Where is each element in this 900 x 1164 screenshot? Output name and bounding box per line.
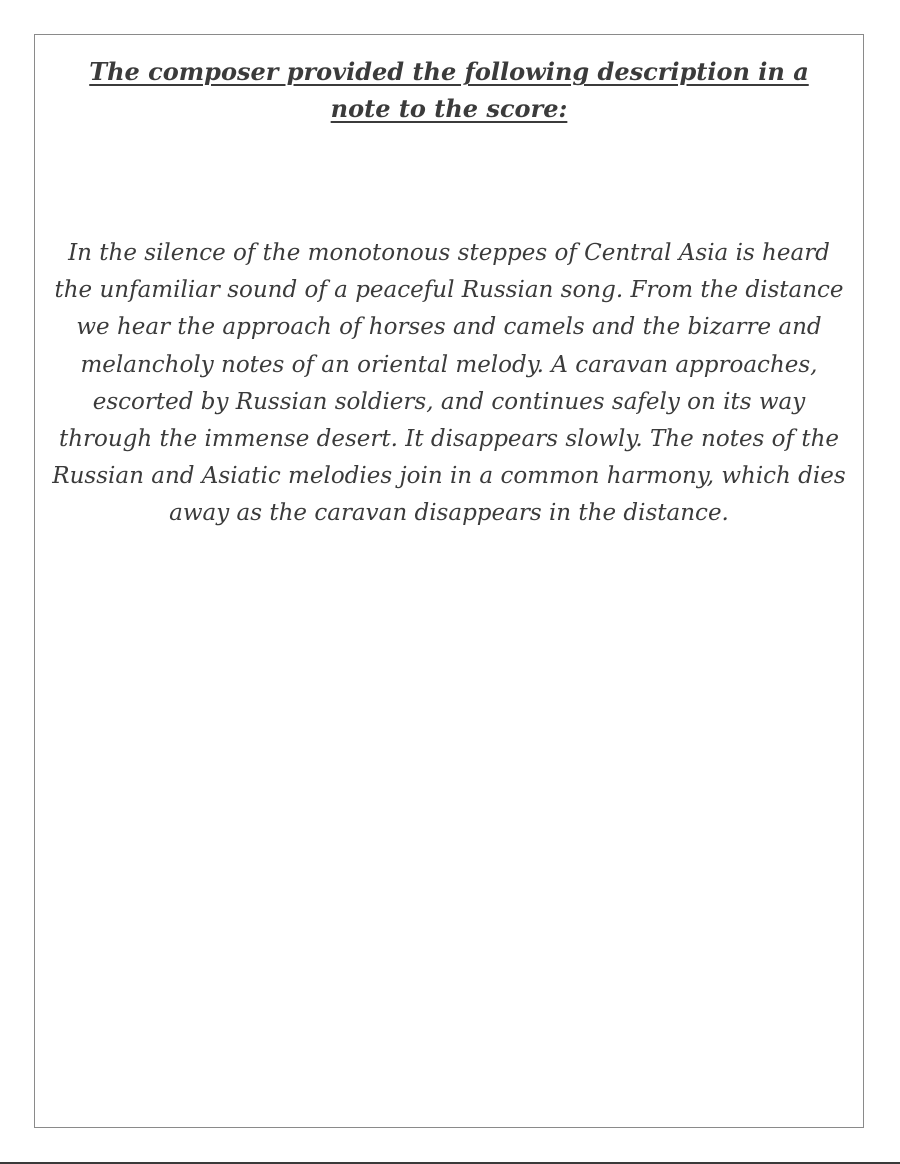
note-body-paragraph: In the silence of the monotonous steppes of Central Asia is heard the unfamiliar sound of a peaceful Russian song. From the distance we hear the approach of horses and camels and the bizarre and melancholy notes of an oriental melody. A caravan approaches, escorted by Russian soldiers, and continues safely on its way through the immense desert. It disappears slowly. The notes of the Russian and Asiatic melodies join in a common harmony, which dies away as the caravan disappears in the distance. <box>52 240 846 527</box>
document-page-frame <box>34 34 864 1128</box>
note-heading: The composer provided the following description in a note to the score: <box>89 57 809 123</box>
